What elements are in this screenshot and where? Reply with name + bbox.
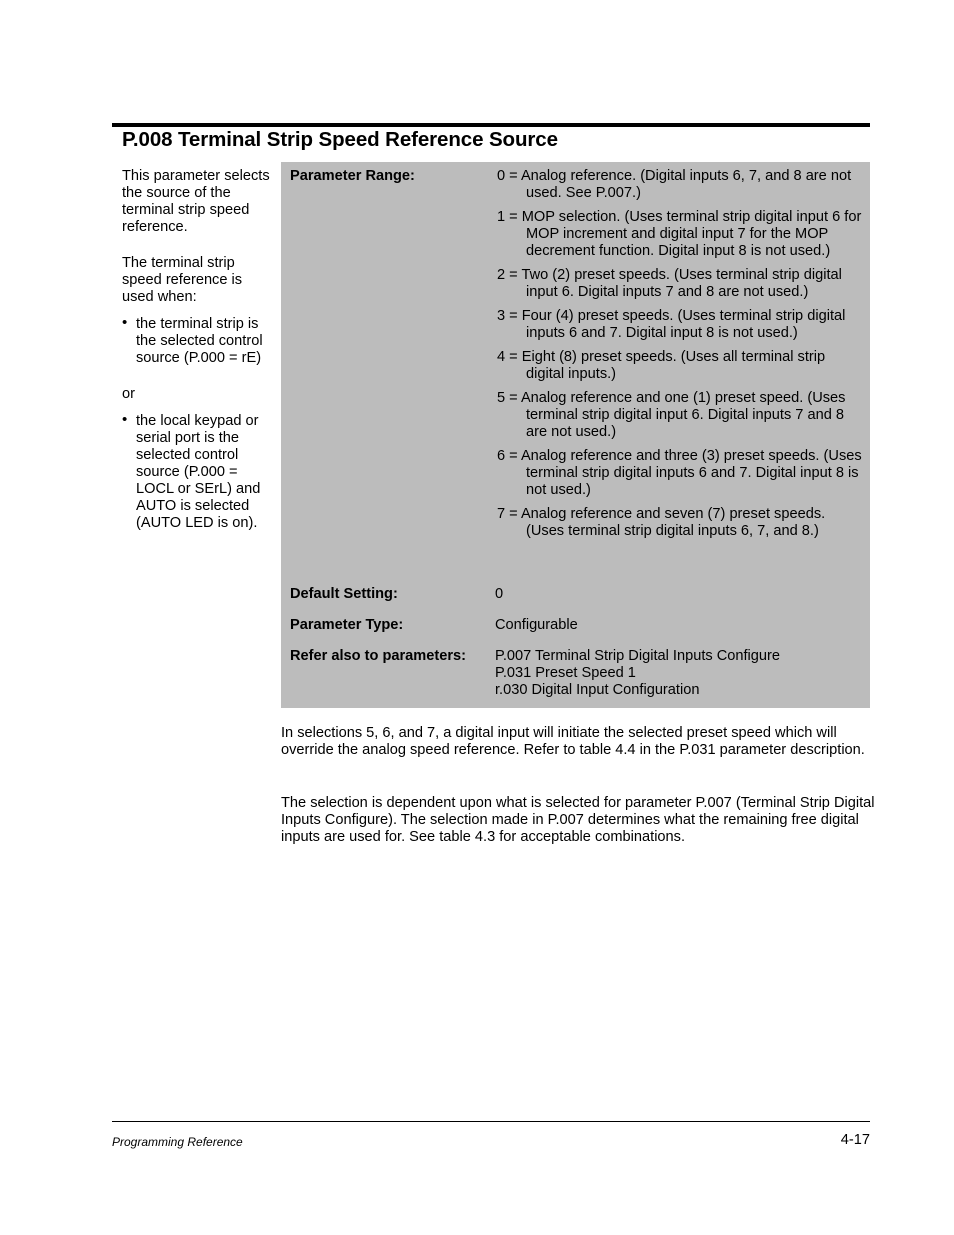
sidebar-bullet-keypad [122,413,274,532]
type-value: Configurable [495,617,578,633]
range-item: 7 = Analog reference and seven (7) preset speeds. (Uses terminal strip digital inputs 6, 7, and 8.) [497,506,826,539]
body-paragraph: In selections 5, 6, and 7, a digital input will initiate the selected preset speed which will override the analog speed reference. Refer to table 4.4 in the P.031 parameter description. [281,725,865,758]
refer-item: P.031 Preset Speed 1 [495,665,636,681]
page-number: 4-17 [840,1132,870,1148]
range-list [497,168,867,547]
refer-item: r.030 Digital Input Configuration [495,682,700,698]
sidebar-used-when: The terminal strip speed reference is used when: [122,255,243,305]
sidebar-bullet-keypad-text: the local keypad or serial port is the selected control source (P.000 = LOCL or SErL) and AUTO is selected (AUTO LED is on). [136,413,261,531]
range-label: Parameter Range: [290,168,415,184]
footer-section-title: Programming Reference [112,1135,243,1149]
default-value: 0 [495,586,504,602]
range-item: 1 = MOP selection. (Uses terminal strip digital input 6 for MOP increment and digital input 7 for the MOP decrement function. Digital input 8 is not used.) [497,209,862,259]
range-item: 6 = Analog reference and three (3) preset speeds. (Uses terminal strip digital inputs 6 and 7. Digital input 8 is not used.) [497,448,862,498]
sidebar-or: or [122,386,135,402]
refer-label: Refer also to parameters: [290,648,467,664]
sidebar-notes [122,168,274,551]
range-item: 3 = Four (4) preset speeds. (Uses terminal strip digital inputs 6 and 7. Digital input 8 is not used.) [497,308,846,341]
refer-item: P.007 Terminal Strip Digital Inputs Configure [495,648,781,664]
range-item: 4 = Eight (8) preset speeds. (Uses all terminal strip digital inputs.) [497,349,826,382]
range-item: 2 = Two (2) preset speeds. (Uses terminal strip digital input 6. Digital inputs 7 and 8 are not used.) [497,267,842,300]
sidebar-intro: This parameter selects the source of the terminal strip speed reference. [122,168,270,235]
sidebar-bullet-terminal-text: the terminal strip is the selected control source (P.000 = rE) [136,316,263,366]
parameter-table [281,162,870,708]
default-label: Default Setting: [290,586,398,602]
sidebar-bullet-terminal [122,316,274,367]
range-item: 0 = Analog reference. (Digital inputs 6, 7, and 8 are not used. See P.007.) [497,168,852,201]
range-item: 5 = Analog reference and one (1) preset speed. (Uses terminal strip digital input 6. Digital inputs 7 and 8 are not used.) [497,390,846,440]
body-paragraph: The selection is dependent upon what is selected for parameter P.007 (Terminal Strip Digital Inputs Configure). The selection made in P.007 determines what the remaining free digital inputs are used for. See table 4.3 for acceptable combinations. [281,795,875,845]
page-title: P.008 Terminal Strip Speed Reference Source [122,128,558,151]
footer-rule [112,1121,870,1122]
type-label: Parameter Type: [290,617,404,633]
refer-values [495,648,780,699]
title-rule [112,123,870,127]
